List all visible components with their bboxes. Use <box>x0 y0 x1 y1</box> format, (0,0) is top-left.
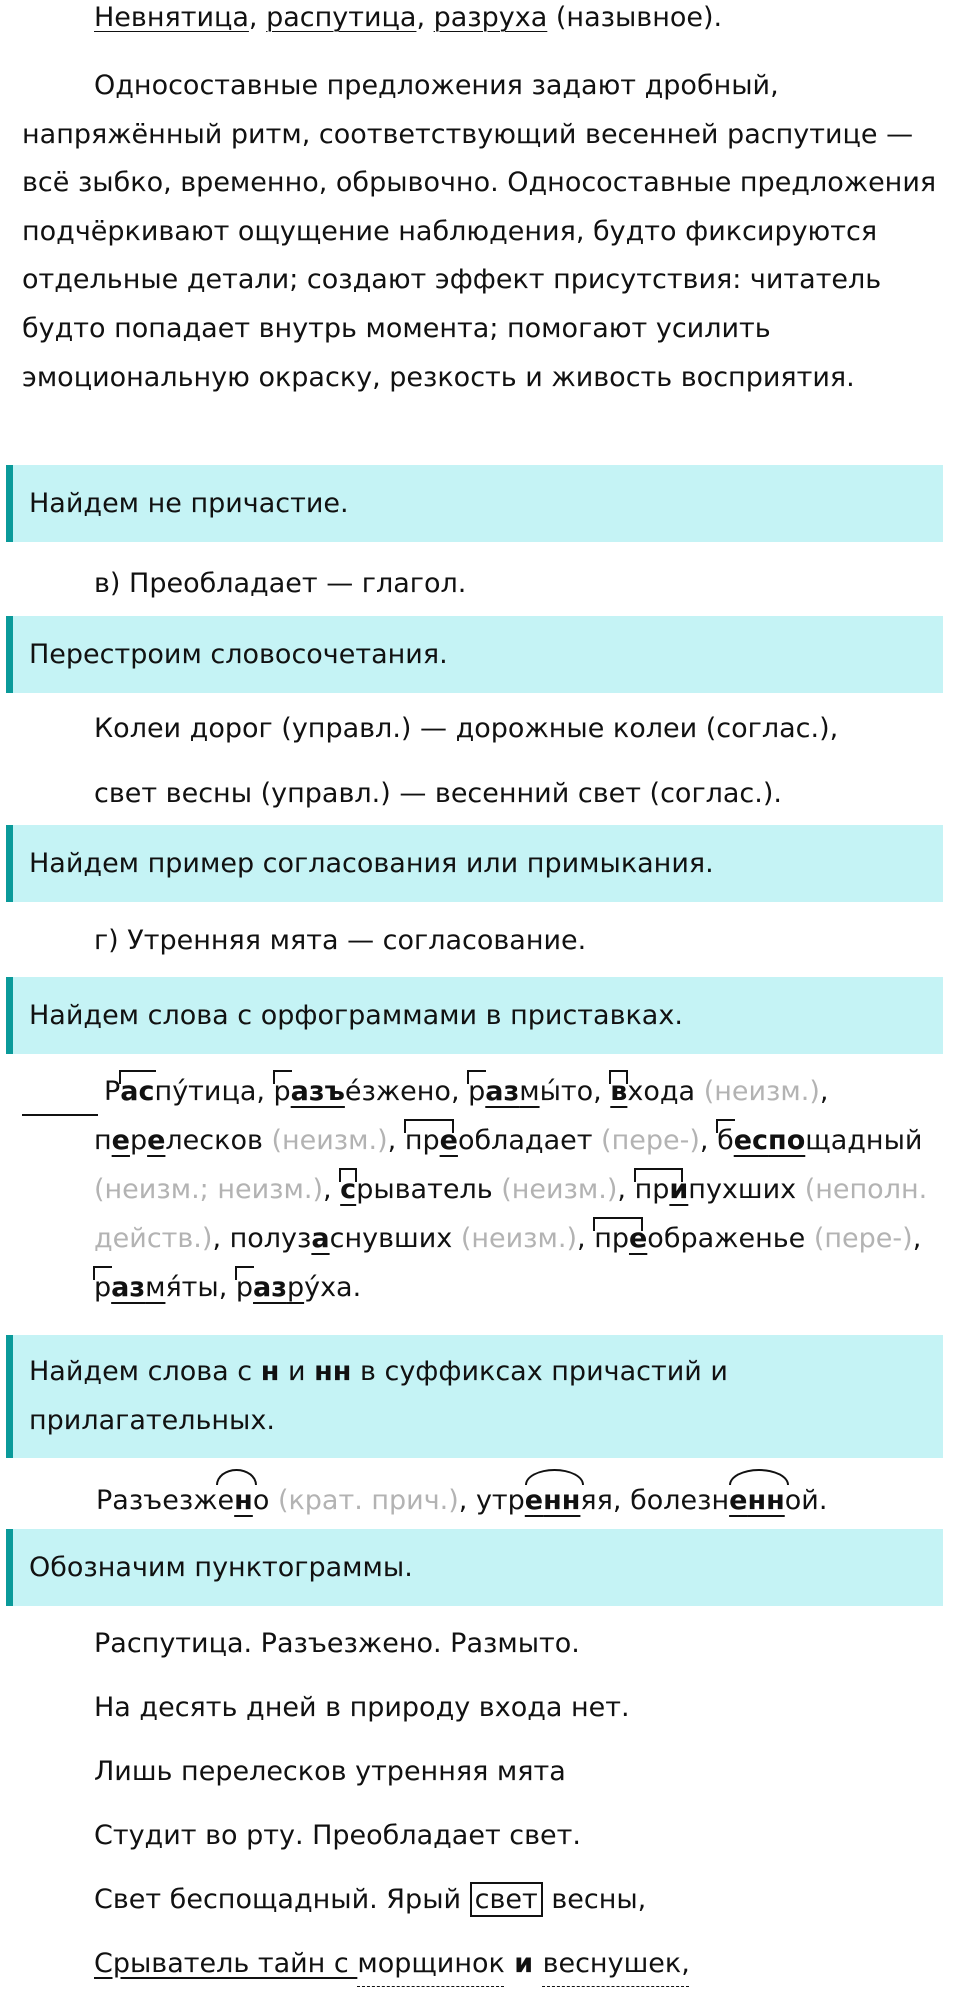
answer-agreement: г) Утренняя мята — согласование. <box>94 925 587 956</box>
prefix-line-5 <box>94 1264 960 1313</box>
prefix-mark <box>340 1166 356 1215</box>
analysis-paragraph: Односоставные предложения задают дробный, напряжённый ритм, соответствующий весенней распутице — всё зыбко, временно, обрывочно. Односоставные предложения подчёркивают ощущение наблюдения, будто фиксируются отдельные детали; создают эффект присутствия: читатель будто попадает внутрь момента; помогают усилить эмоциональную окраску, резкость и живость восприятия. <box>22 70 937 393</box>
prefix-mark <box>594 1215 629 1264</box>
gray-note: (пере-) <box>805 1223 913 1254</box>
section-header-prefixes: Найдем слова с орфограммами в приставках. <box>6 977 943 1054</box>
intro-sep: , <box>416 2 434 33</box>
prefix-mark <box>120 1068 154 1117</box>
prefix-mark <box>468 1068 485 1117</box>
word-part: ас <box>120 1076 155 1107</box>
prefix-mark <box>236 1264 253 1313</box>
section-header-agreement: Найдем пример согласования или примыкания. <box>6 825 943 902</box>
intro-line <box>94 0 960 43</box>
poem-text: морщинок <box>357 1948 505 1979</box>
word-part: е <box>147 1125 166 1156</box>
prefix-roof <box>404 1119 454 1133</box>
word-part: , утр <box>458 1485 525 1516</box>
poem-text: Свет беспощадный. Ярый <box>94 1884 470 1915</box>
poem-line-2: На десять дней в природу входа нет. <box>94 1692 630 1723</box>
word-part: аз <box>485 1076 520 1107</box>
suffix-cap <box>729 1469 789 1485</box>
prefix-roof <box>273 1070 292 1084</box>
punct: , <box>912 1223 922 1254</box>
word-part: хода <box>627 1076 696 1107</box>
word-part: у́тица, <box>172 1076 274 1107</box>
poem-line-3: Лишь перелесков утренняя мята <box>94 1756 566 1787</box>
poem-line-6 <box>94 1940 960 1989</box>
prefix-mark <box>94 1264 111 1313</box>
word-part: р <box>468 1076 486 1107</box>
word-part: п <box>154 1076 173 1107</box>
poem-line-4: Студит во рту. Преобладает свет. <box>94 1820 581 1851</box>
intro-word-1: Невнятица <box>94 2 249 33</box>
word-part: е <box>439 1125 458 1156</box>
header-bold: н <box>260 1356 280 1387</box>
word-part: р <box>129 1125 148 1156</box>
intro-tail: (назывное). <box>547 2 723 33</box>
word-part: с <box>340 1174 357 1205</box>
header-text: Найдем слова с <box>29 1356 261 1387</box>
word-part: аз <box>253 1272 287 1303</box>
gray-note: (неизм.) <box>695 1076 820 1107</box>
framed-word: свет <box>470 1882 543 1917</box>
prefix-roof <box>93 1266 112 1280</box>
word-part: у́ха. <box>304 1272 362 1303</box>
word-part: е <box>628 1223 648 1254</box>
prefix-roof <box>609 1070 628 1084</box>
gray-note: (неизм.) <box>262 1125 388 1156</box>
word-part: азъ <box>290 1076 345 1107</box>
header-bold: нн <box>314 1356 352 1387</box>
prefix-mark <box>635 1166 670 1215</box>
suffix-cap <box>216 1469 257 1485</box>
poem-text: Срыватель тайн с <box>94 1948 358 1979</box>
prefix-roof <box>339 1168 357 1182</box>
word-part: н <box>234 1485 253 1516</box>
word-part: ес <box>733 1125 769 1156</box>
prefix-roof <box>634 1168 684 1182</box>
word-part: ы́то, <box>539 1076 611 1107</box>
word-part: обладает <box>457 1125 593 1156</box>
prefix-mark <box>405 1117 440 1166</box>
word-part: е <box>524 1485 544 1516</box>
gray-note: (неполн. <box>796 1174 928 1205</box>
punct: , <box>617 1174 635 1205</box>
word-part: о <box>252 1485 270 1516</box>
intro-sep: , <box>248 2 267 33</box>
word-part: щадный <box>805 1125 923 1156</box>
word-part: е <box>111 1125 130 1156</box>
word-part: ой. <box>784 1485 828 1516</box>
word-part: е <box>729 1485 748 1516</box>
word-part: по <box>768 1125 806 1156</box>
word-part: р <box>235 1272 254 1303</box>
word-part: б <box>717 1125 734 1156</box>
section-header-rebuild-phrases: Перестроим словосочетания. <box>6 616 943 693</box>
prefix-roof <box>593 1217 643 1231</box>
gray-note: действ.) <box>94 1223 213 1254</box>
header-text: в суффиксах причастий и прилагательных. <box>29 1356 728 1436</box>
phrase-line-2: свет весны (управл.) — весенний свет (соглас.). <box>94 778 782 809</box>
prefix-roof <box>467 1070 486 1084</box>
punct: , <box>387 1125 405 1156</box>
word-part: р <box>94 1272 112 1303</box>
prefix-roof <box>119 1070 155 1084</box>
word-part: пр <box>404 1125 440 1156</box>
prefix-mark <box>610 1068 627 1117</box>
word-part: м <box>519 1076 540 1107</box>
word-part: пр <box>634 1174 670 1205</box>
word-part: лесков <box>165 1125 263 1156</box>
intro-word-2: распутица <box>266 2 417 33</box>
word-part: р <box>273 1076 291 1107</box>
intro-word-3: разруха <box>433 2 548 33</box>
punct: , <box>699 1125 718 1156</box>
word-part: , полуз <box>212 1223 312 1254</box>
prefix-line-2 <box>94 1117 960 1166</box>
poem-conjunction: и <box>504 1948 543 1979</box>
punct: , <box>819 1076 829 1107</box>
suffix-line <box>96 1477 960 1526</box>
gray-note: (неизм.; неизм.) <box>94 1174 323 1205</box>
prefix-roof <box>235 1266 254 1280</box>
word-part: я́ты, <box>165 1272 236 1303</box>
word-part: р <box>286 1272 305 1303</box>
poem-text: весны, <box>542 1884 647 1915</box>
suffix-mark <box>729 1477 785 1526</box>
punct: , <box>323 1174 341 1205</box>
prefix-roof <box>716 1119 735 1133</box>
suffix-mark <box>234 1477 253 1526</box>
word-part: и <box>669 1174 689 1205</box>
word-part: Разъезже <box>96 1485 235 1516</box>
word-part: п <box>94 1125 112 1156</box>
gray-note: (неизм.) <box>492 1174 618 1205</box>
section-header-suffixes <box>6 1335 943 1458</box>
word-part: яя, болезн <box>580 1485 730 1516</box>
poem-line-5 <box>94 1876 960 1925</box>
section-header-not-participle: Найдем не причастие. <box>6 465 943 542</box>
word-part: нн <box>543 1485 581 1516</box>
punct: , <box>577 1223 595 1254</box>
word-part: пр <box>594 1223 629 1254</box>
poem-text: веснушек, <box>542 1948 690 1979</box>
gray-note: (крат. прич.) <box>269 1485 459 1516</box>
word-part: рыватель <box>356 1174 493 1205</box>
header-text: и <box>279 1356 315 1387</box>
indent-line <box>22 1114 98 1116</box>
prefix-mark <box>717 1117 734 1166</box>
gray-note: (пере-) <box>592 1125 700 1156</box>
word-part: е́зжено, <box>344 1076 469 1107</box>
poem-line-1: Распутица. Разъезжено. Размыто. <box>94 1628 580 1659</box>
suffix-cap <box>525 1469 585 1485</box>
word-part: в <box>610 1076 628 1107</box>
word-part: м <box>145 1272 166 1303</box>
prefix-line-4 <box>94 1215 960 1264</box>
phrase-line-1: Колеи дорог (управл.) — дорожные колеи (соглас.), <box>94 713 839 744</box>
word-part: аз <box>111 1272 146 1303</box>
prefix-mark <box>274 1068 291 1117</box>
word-part: Р <box>104 1076 121 1107</box>
word-part: снувших <box>329 1223 453 1254</box>
word-part: пухших <box>688 1174 797 1205</box>
prefix-line-1 <box>104 1068 960 1117</box>
word-part: а <box>311 1223 330 1254</box>
word-part: ображенье <box>647 1223 806 1254</box>
suffix-mark <box>525 1477 581 1526</box>
word-part: нн <box>747 1485 785 1516</box>
answer-not-participle: в) Преобладает — глагол. <box>94 568 467 599</box>
section-header-punctograms: Обозначим пунктограммы. <box>6 1529 943 1606</box>
prefix-line-3 <box>94 1166 960 1215</box>
gray-note: (неизм.) <box>452 1223 578 1254</box>
